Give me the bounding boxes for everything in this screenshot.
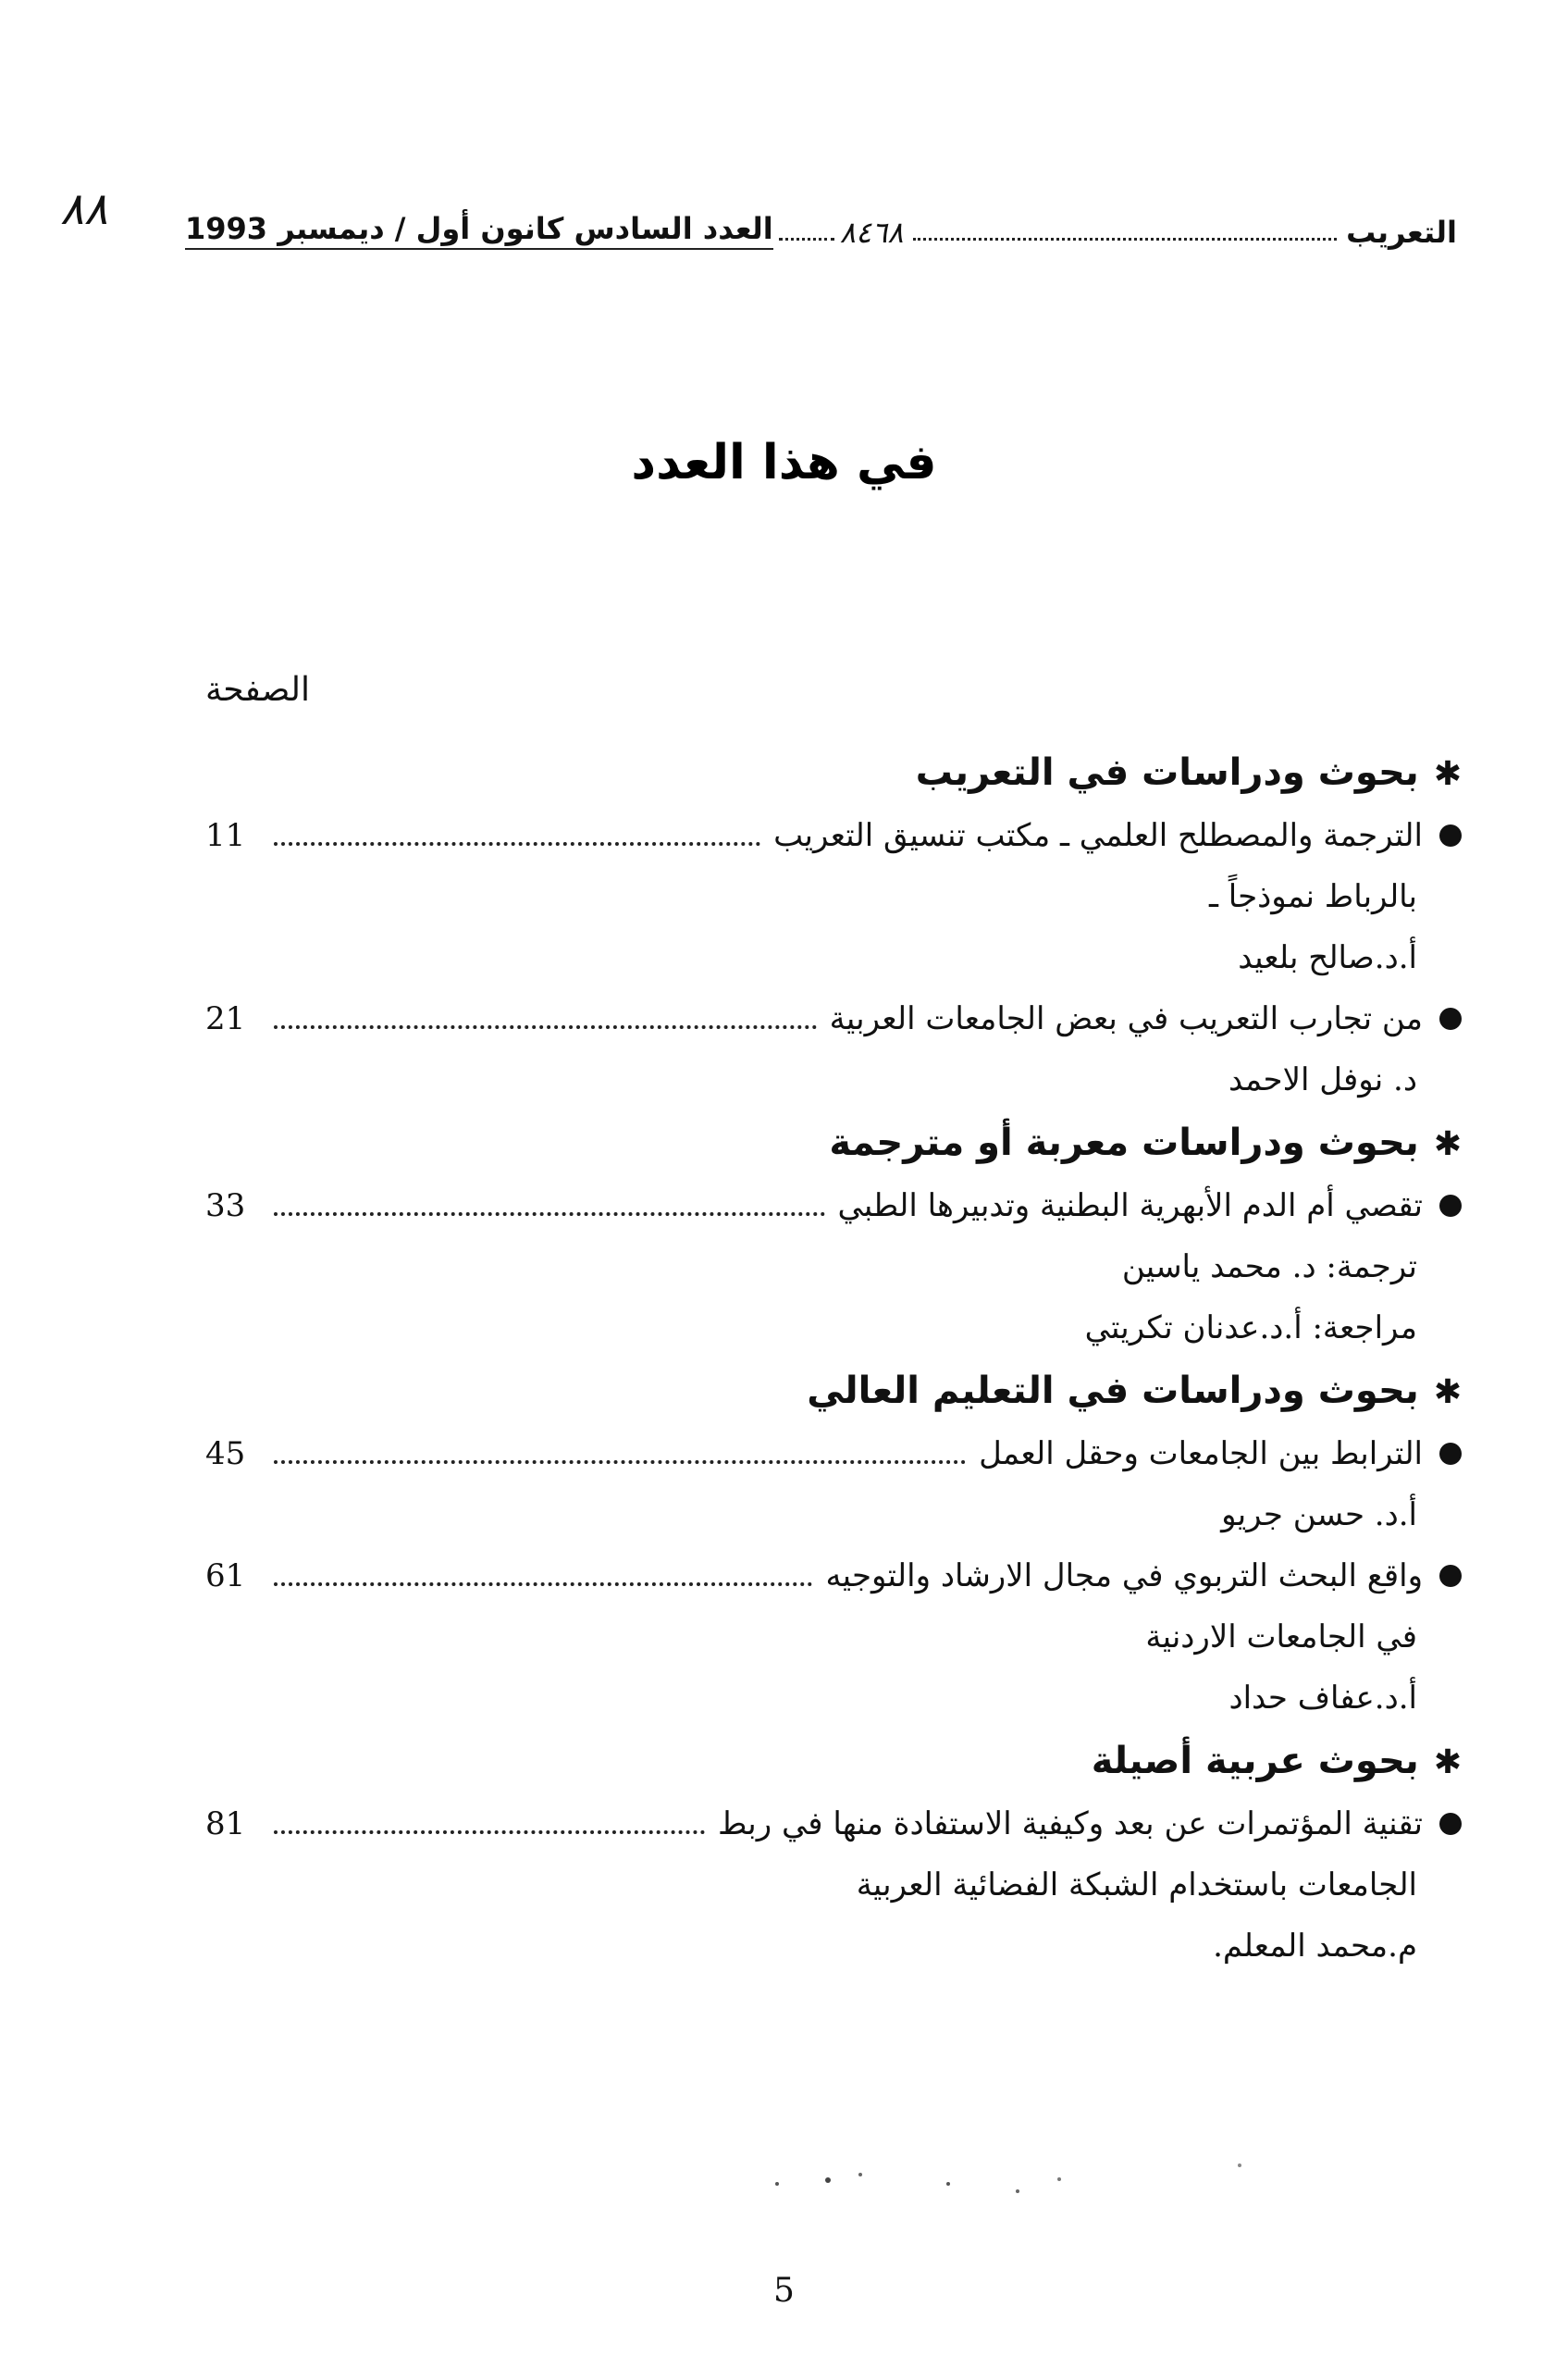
entry-page-number: 33 [205, 1187, 246, 1224]
bullet-icon [1439, 1813, 1462, 1835]
scan-specks [740, 2156, 1388, 2230]
entry-detail-line: بالرباط نموذجاً ـ [1209, 878, 1417, 915]
section-heading [205, 1358, 1462, 1423]
running-header [185, 185, 1457, 250]
dot-leader [274, 842, 760, 846]
entry-title: واقع البحث التربوي في مجال الارشاد والتوجيه [825, 1557, 1423, 1594]
issue-info: العدد السادس كانون أول / ديمسبر 1993 [185, 211, 773, 250]
toc-entry [205, 805, 1462, 866]
entry-detail-line: مراجعة: أ.د.عدنان تكريتي [1084, 1309, 1417, 1346]
section-heading-text: بحوث ودراسات في التعليم العالي [807, 1370, 1419, 1412]
entry-title: الترابط بين الجامعات وحقل العمل [979, 1435, 1423, 1472]
toc-entry [205, 1423, 1462, 1484]
toc-entry [205, 988, 1462, 1049]
entry-page-number: 45 [205, 1435, 246, 1472]
entry-title: تقصي أم الدم الأبهرية البطنية وتدبيرها الطبي [837, 1187, 1423, 1224]
entry-detail-line: أ.د. حسن جريو [1221, 1496, 1417, 1533]
entry-detail-line: ترجمة: د. محمد ياسين [1121, 1248, 1417, 1285]
entry-page-number: 11 [205, 817, 246, 854]
asterisk-icon: ✱ [1433, 1373, 1462, 1411]
header-leader [913, 238, 1338, 241]
section-heading-text: بحوث ودراسات في التعريب [915, 751, 1419, 794]
entry-page-number: 61 [205, 1557, 246, 1594]
page-number: 5 [773, 2272, 795, 2310]
section-heading-text: بحوث عربية أصيلة [1091, 1740, 1419, 1782]
toc-entry [205, 1545, 1462, 1606]
entry-detail-line: في الجامعات الاردنية [1145, 1618, 1417, 1655]
asterisk-icon: ✱ [1433, 1743, 1462, 1781]
entry-detail-line: د. نوفل الاحمد [1228, 1061, 1417, 1098]
section-heading [205, 1729, 1462, 1793]
entry-title: من تجارب التعريب في بعض الجامعات العربية [829, 1000, 1423, 1037]
dot-leader [274, 1212, 825, 1216]
dot-leader [274, 1830, 705, 1834]
header-leader-short [779, 238, 834, 241]
bullet-icon [1439, 1565, 1462, 1587]
section-heading [205, 740, 1462, 805]
page-title: في هذا العدد [631, 435, 937, 490]
bullet-icon [1439, 1008, 1462, 1030]
bullet-icon [1439, 1195, 1462, 1217]
page-column-label: الصفحة [205, 671, 310, 709]
toc-entry [205, 1793, 1462, 1854]
entry-title: تقنية المؤتمرات عن بعد وكيفية الاستفادة منها في ربط [717, 1805, 1423, 1842]
handwritten-mark: ٨٤٦٨ [839, 215, 904, 250]
bullet-icon [1439, 824, 1462, 847]
dot-leader [274, 1582, 812, 1586]
entry-detail-line: م.محمد المعلم. [1213, 1928, 1417, 1965]
entry-page-number: 21 [205, 1000, 246, 1037]
bullet-icon [1439, 1443, 1462, 1465]
dot-leader [274, 1460, 966, 1464]
handwritten-corner-mark: ٨٨ [60, 183, 108, 235]
entry-title: الترجمة والمصطلح العلمي ـ مكتب تنسيق التعريب [773, 817, 1423, 854]
section-heading-text: بحوث ودراسات معربة أو مترجمة [829, 1122, 1419, 1164]
entry-detail-line: أ.د.صالح بلعيد [1238, 939, 1417, 976]
table-of-contents [205, 740, 1462, 1977]
entry-detail-line: أ.د.عفاف حداد [1228, 1680, 1417, 1717]
section-heading [205, 1110, 1462, 1175]
journal-name: التعريب [1346, 215, 1457, 250]
entry-detail-line: الجامعات باستخدام الشبكة الفضائية العربية [856, 1866, 1417, 1903]
dot-leader [274, 1025, 817, 1029]
toc-entry [205, 1175, 1462, 1236]
entry-page-number: 81 [205, 1805, 246, 1842]
asterisk-icon: ✱ [1433, 1125, 1462, 1163]
asterisk-icon: ✱ [1433, 755, 1462, 793]
